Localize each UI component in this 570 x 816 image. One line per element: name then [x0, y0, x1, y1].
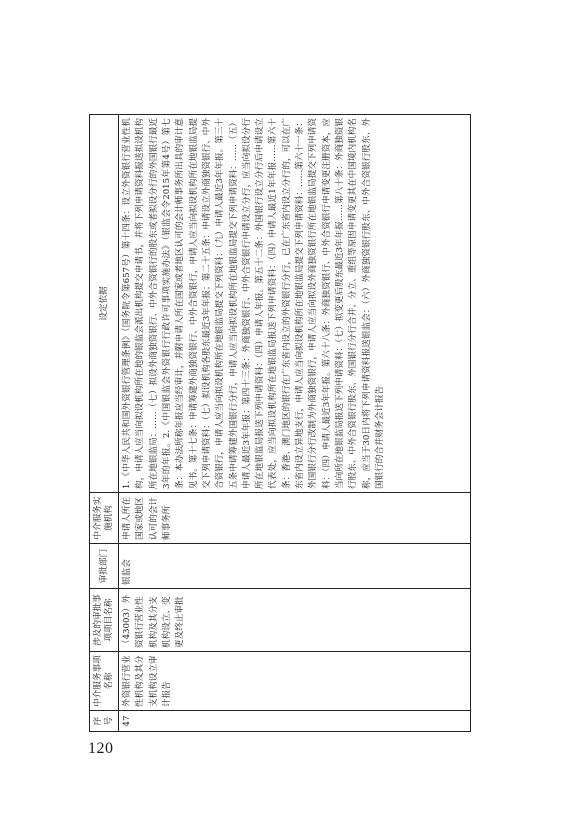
services-table — [89, 114, 471, 732]
rotated-table-wrapper — [89, 114, 471, 732]
header-org: 中介服务实施机构 — [90, 493, 119, 544]
header-approval-item: 涉及的审批事项项目名称 — [90, 589, 119, 652]
header-seq: 序号 — [90, 711, 119, 732]
cell-dept: 银监会 — [119, 544, 471, 589]
header-basis: 设定依据 — [90, 115, 119, 493]
cell-seq: 47 — [119, 711, 471, 732]
cell-service-name: 外资银行营业性机构及其分支机构设立审计报告 — [119, 652, 471, 711]
header-service-name: 中介服务事项名称 — [90, 652, 119, 711]
header-dept: 审批部门 — [90, 544, 119, 589]
table-header-row — [90, 115, 119, 732]
cell-org: 申请人所在国家或地区认可的会计师事务所 — [119, 493, 471, 544]
cell-basis: 1.《中华人民共和国外资银行管理条例》（国务院令第657号）第十四条：设立外资银行营业性机构，申请人应当向拟设机构所在地的银监会派出机构提交申请书，并将下列申请资料报送拟设机构所在地银监局：……（七）拟设外商独资银行、中外合资银行的股东或者拟设分行的外国银行最近3年的年报。2.《中国银监会外资银行行政许可事项实施办法》（银监会令2015年第4号）第七条：本办法所称年报应当经审计，并附申请人所在国家或者地区认可的会计师事务所出具的审计意见书。第十七条：申请筹建外商独资银行、中外合资银行，申请人应当向拟设机构所在地银监局提交下列申请资料：（七）拟设机构各股东最近3年年报；第二十五条：申请设立外商独资银行、中外合资银行，申请人应当向拟设机构所在地银监局提交下列资料：（九）申请人最近3年年报。第三十五条申请筹建外国银行分行，申请人应当向拟设机构所在地银监局提交下列申请资料：……（五）申请人最近3年年报；第四十三条：外商独资银行、中外合资银行申请设立分行，应当向拟设分行所在地银监局报送下列申请资料：（四）申请人年报。第五十二条：外国银行设立分行后申请设立代表处，应当向拟设机构所在地银监局报送下列申请资料：（四）申请人最近1年年报……第六十条：香港、澳门地区的银行在广东省内设立的外资银行分行，已在广东省内设立分行的，可以在广东省内设立异地支行，申请人应当向拟设机构所在地银监局提交下列申请资料：……第六十一条：外国银行分行改制为外商独资银行，申请人应当向拟设外商独资银行所在地银监局提交下列申请资料：（四）申请人最近3年年报。第六十八条：外商独资银行、中外合资银行申请变更注册资本，应当向所在地银监局报送下列申请资料：（七）拟变更后股东最近3年年报……第八十条：外商独资银行股东、中外合资银行股东、外国银行分行合并、分立、重组等原因申请变更其在中国境内机构名称，应当于30日内将下列申请资料报送银监会：（六）外商独资银行股东、中外合资银行股东、外国银行的合并财务会计报告 — [119, 115, 471, 493]
cell-approval-item: （43003）外资银行营业性机构及其分支机构设立、变更及终止审批 — [119, 589, 471, 652]
page-number: 120 — [88, 740, 114, 757]
table-row — [119, 115, 471, 732]
